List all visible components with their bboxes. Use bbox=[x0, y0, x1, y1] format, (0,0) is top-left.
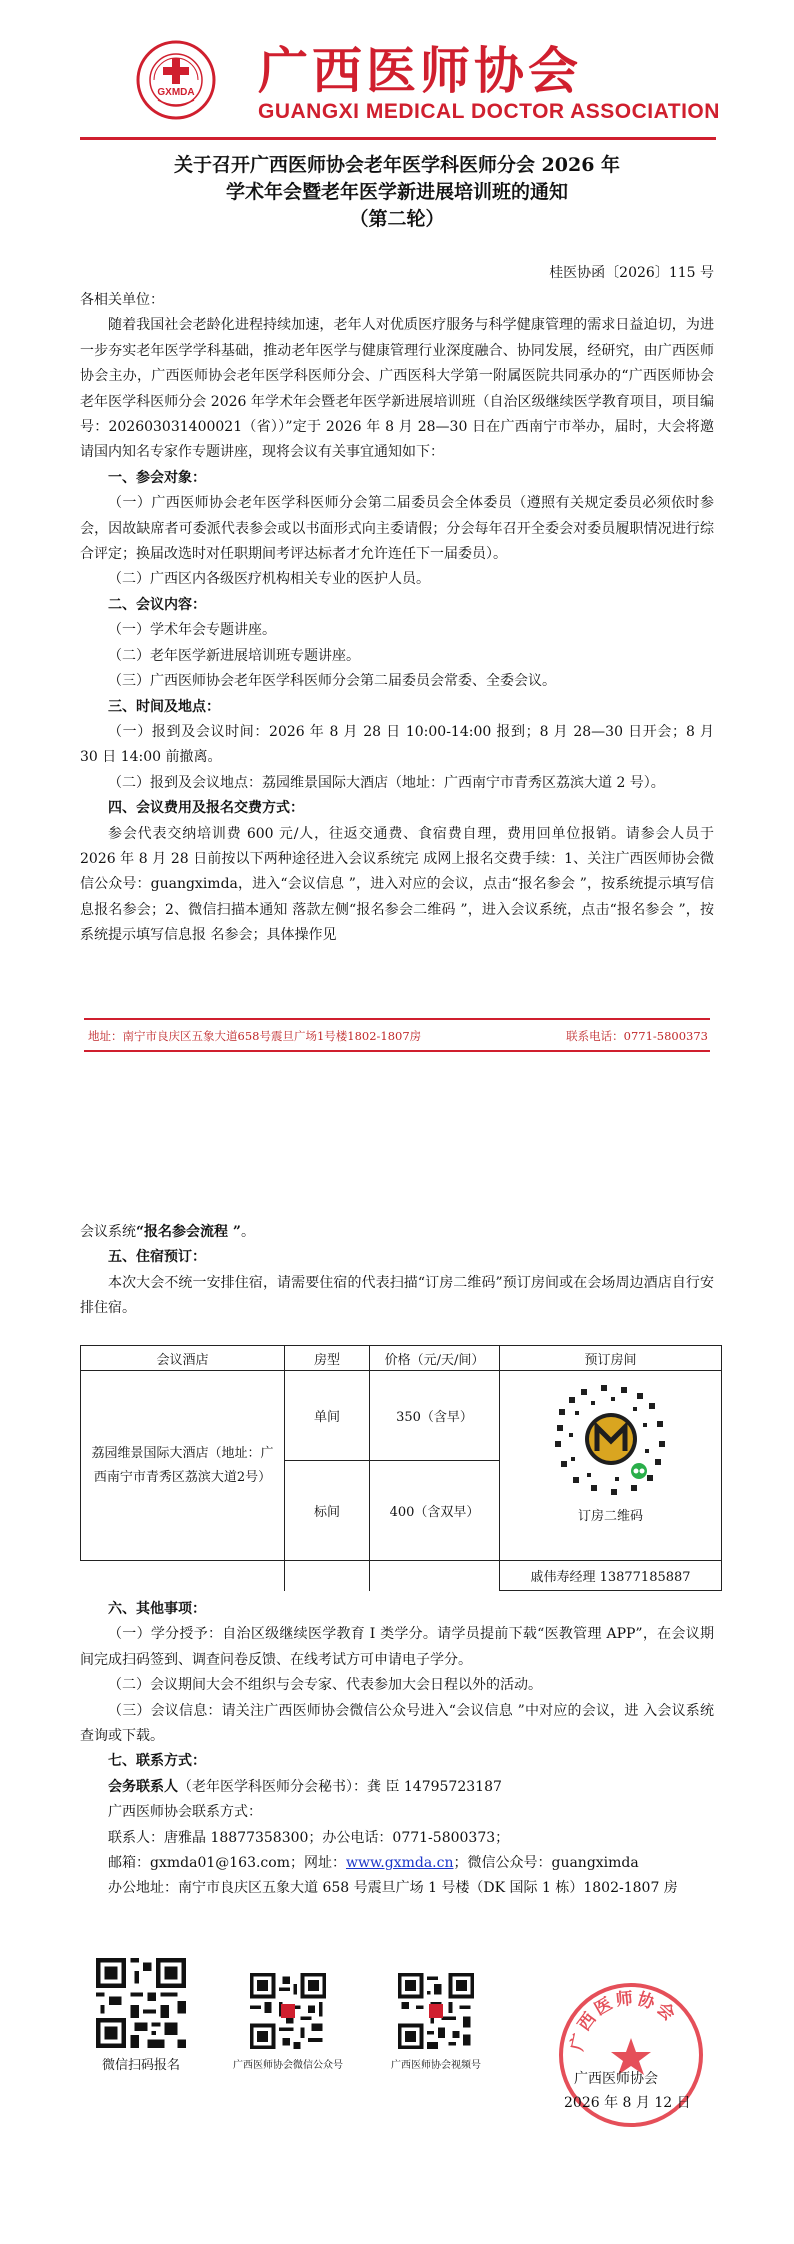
office-address: 办公地址：南宁市良庆区五象大道 658 号震旦广场 1 号楼（DK 国际 1 栋）1802-1807 房 bbox=[108, 1880, 678, 1897]
org-name-en: GUANGXI MEDICAL DOCTOR ASSOCIATION bbox=[258, 100, 720, 123]
footer-divider-top bbox=[84, 1018, 710, 1020]
document-number: 桂医协函〔2026〕115 号 bbox=[549, 265, 714, 281]
meeting-contact-label: 会务联系人 bbox=[108, 1778, 178, 1795]
col-room-type: 房型 bbox=[285, 1346, 370, 1371]
table-row bbox=[81, 1371, 722, 1461]
page-footer bbox=[88, 1028, 708, 1044]
page1-body bbox=[80, 288, 714, 949]
empty-cell bbox=[285, 1561, 370, 1591]
footer-phone: 联系电话：0771-5800373 bbox=[566, 1029, 708, 1043]
booking-qr-cell bbox=[500, 1371, 722, 1561]
notice-title-line1: 关于召开广西医师协会老年医学科医师分会 2026 年 bbox=[173, 154, 621, 176]
hotel-table-header bbox=[81, 1346, 722, 1371]
signing-org: 广西医师协会 bbox=[574, 2071, 658, 2087]
booking-qr-caption: 订房二维码 bbox=[577, 1509, 643, 1524]
video-channel-qr-caption: 广西医师协会视频号 bbox=[391, 2060, 481, 2071]
section2-item3: （三）广西医师协会老年医学科医师分会第二届委员会常委、全委会议。 bbox=[108, 673, 556, 690]
section1-item1: （一）广西医师协会老年医学科医师分会第二届委员会全体委员（遵照有关规定委员必须依时参会，因故缺席者可委派代表参会或以书面形式向主委请假；分会每年召开全委会对委员履职情况进行综合评定；换届改选时对任职期间考评达标者才允许连任下一届委员）。 bbox=[80, 495, 714, 563]
section6-item3: （三）会议信息：请关注广西医师协会微信公众号进入“会议信息 ”中对应的会议，进 入会议系统查询或下载。 bbox=[80, 1702, 714, 1745]
room-type-cell: 标间 bbox=[285, 1461, 370, 1561]
notice-title-line2: 学术年会暨老年医学新进展培训班的通知 bbox=[225, 181, 568, 203]
col-price: 价格（元/天/间） bbox=[370, 1346, 500, 1371]
section3-item2: （二）报到及会议地点：荔园维景国际大酒店（地址：广西南宁市青秀区荔滨大道 2 号）。 bbox=[108, 774, 665, 791]
notice-title-line3: （第二轮） bbox=[349, 208, 445, 230]
section3-heading: 三、时间及地点： bbox=[108, 698, 220, 715]
website-link[interactable]: www.gxmda.cn bbox=[345, 1855, 454, 1872]
section6-item1: （一）学分授予：自治区级继续医学教育 I 类学分。请学员提前下载“医教管理 APP”，在会议期间完成扫码签到、调查问卷反馈、在线考试方可申请电子学分。 bbox=[80, 1626, 714, 1668]
continuation-prefix: 会议系统 bbox=[80, 1224, 136, 1240]
signup-qr-icon[interactable] bbox=[96, 1958, 186, 2048]
signup-process-label: “报名参会流程 ” bbox=[136, 1224, 241, 1240]
intro-paragraph: 随着我国社会老龄化进程持续加速，老年人对优质医疗服务与科学健康管理的需求日益迫切，为进一步夯实老年医学学科基础，推动老年医学与健康管理行业深度融合、协同发展，经研究，由广西医师协会主办，广西医师协会老年医学科医师分会、广西医科大学第一附属医院共同承办的“广西医师协会老年医学科医师分会 2026 年学术年会暨老年医学新进展培训班（自治区级继续医学教育项目，项目编号：202603031400021（省））”定于 2026 年 8 月 28—30 日在广西南宁市举办，届时，大会将邀请国内知名专家作专题讲座，现将会议有关事宜通知如下： bbox=[80, 317, 714, 461]
section2-heading: 二、会议内容： bbox=[108, 596, 206, 613]
empty-cell bbox=[81, 1561, 285, 1591]
section7-heading: 七、联系方式： bbox=[108, 1753, 206, 1770]
wechat-account-qr-caption: 广西医师协会微信公众号 bbox=[233, 2060, 343, 2071]
section5-heading: 五、住宿预订： bbox=[108, 1249, 206, 1266]
section1-heading: 一、参会对象： bbox=[108, 469, 206, 486]
page2-body-bottom bbox=[80, 1597, 714, 1902]
footer-address: 地址：南宁市良庆区五象大道658号震旦广场1号楼1802-1807房 bbox=[88, 1029, 422, 1043]
signing-date: 2026 年 8 月 12 日 bbox=[564, 2095, 691, 2111]
meeting-contact bbox=[80, 1775, 714, 1800]
logo-text: GXMDA bbox=[157, 87, 195, 98]
association-logo bbox=[136, 40, 216, 120]
meeting-contact-detail: （老年医学科医师分会秘书）：龚 臣 14795723187 bbox=[178, 1778, 502, 1795]
col-booking: 预订房间 bbox=[500, 1346, 722, 1371]
association-email-line bbox=[80, 1851, 714, 1876]
section6-item2: （二）会议期间大会不组织与会专家、代表参加大会日程以外的活动。 bbox=[108, 1677, 542, 1694]
section4-heading: 四、会议费用及报名交费方式： bbox=[108, 800, 304, 817]
header-divider bbox=[80, 137, 716, 140]
table-row bbox=[81, 1561, 722, 1591]
hotel-name-cell: 荔园维景国际大酒店（地址：广西南宁市青秀区荔滨大道2号） bbox=[81, 1371, 285, 1561]
continuation-suffix: 。 bbox=[240, 1224, 255, 1240]
section1-item2: （二）广西区内各级医疗机构相关专业的医护人员。 bbox=[108, 571, 430, 588]
association-contact-heading: 广西医师协会联系方式： bbox=[108, 1804, 262, 1821]
hotel-contact-cell: 戚伟寿经理 13877185887 bbox=[500, 1561, 722, 1591]
section5-paragraph: 本次大会不统一安排住宿，请需要住宿的代表扫描“订房二维码”预订房间或在会场周边酒店自行安排住宿。 bbox=[80, 1274, 714, 1317]
footer-divider-bottom bbox=[84, 1050, 710, 1052]
section3-item1: （一）报到及会议时间：2026 年 8 月 28 日 10:00-14:00 报到；8 月 28—30 日开会；8 月 30 日 14:00 前撤离。 bbox=[80, 723, 714, 766]
wechat-account-qr-icon[interactable] bbox=[250, 1973, 326, 2049]
empty-cell bbox=[370, 1561, 500, 1591]
section6-heading: 六、其他事项： bbox=[108, 1601, 206, 1617]
booking-qr-icon[interactable] bbox=[551, 1379, 671, 1499]
seal-text: 广西医师协会 bbox=[567, 1988, 681, 2053]
salutation: 各相关单位： bbox=[80, 292, 164, 308]
video-channel-qr-icon[interactable] bbox=[398, 1973, 474, 2049]
price-cell: 400（含双早） bbox=[370, 1461, 500, 1561]
continuation-line bbox=[80, 1220, 714, 1245]
email-prefix: 邮箱：gxmda01@163.com；网址： bbox=[108, 1855, 346, 1872]
signup-qr-caption: 微信扫码报名 bbox=[101, 2058, 180, 2073]
room-type-cell: 单间 bbox=[285, 1371, 370, 1461]
association-contact-person: 联系人：唐雅晶 18877358300；办公电话：0771-5800373； bbox=[108, 1829, 510, 1846]
page2-body-top bbox=[80, 1220, 714, 1322]
org-name: 广西医师协会 bbox=[258, 42, 582, 100]
email-suffix: ；微信公众号：guangximda bbox=[453, 1855, 639, 1872]
section2-item1: （一）学术年会专题讲座。 bbox=[108, 622, 276, 639]
section2-item2: （二）老年医学新进展培训班专题讲座。 bbox=[108, 647, 360, 664]
col-hotel: 会议酒店 bbox=[81, 1346, 285, 1371]
hotel-table bbox=[80, 1345, 722, 1591]
section4-paragraph: 参会代表交纳培训费 600 元/人，往返交通费、食宿费自理，费用回单位报销。请参会人员于 2026 年 8 月 28 日前按以下两种途径进入会议系统完 成网上报名交费手续：1、关注广西医师协会微信公众号：guangximda，进入“会议信息 ”，进入对应的会议，点击“报名参会 ”，按系统提示填写信息报名参会；2、微信扫描本通知 落款左侧“报名参会二维码 ”，进入会议系统，点击“报名参会 ”，按系统提示填写信息报 名参会；具体操作见 bbox=[80, 825, 714, 944]
price-cell: 350（含早） bbox=[370, 1371, 500, 1461]
